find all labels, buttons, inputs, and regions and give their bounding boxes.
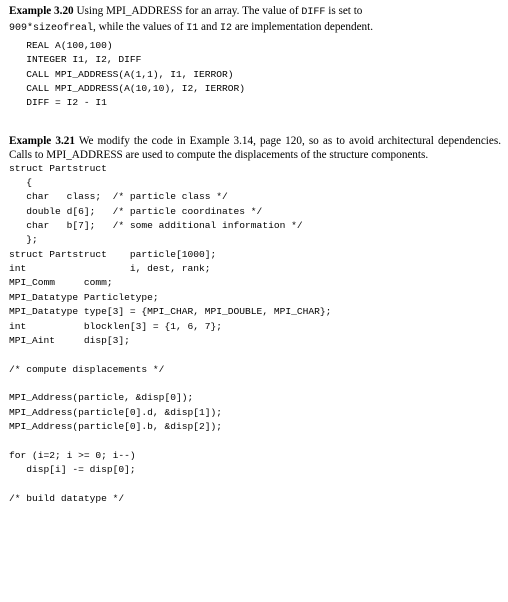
example_320-code-line: INTEGER I1, I2, DIFF xyxy=(9,54,142,66)
example-3-21-label: Example 3.21 xyxy=(9,134,75,147)
document-page xyxy=(9,4,501,506)
example_321-code-line: disp[i] -= disp[0]; xyxy=(9,463,136,475)
example_321-code-line: int i, dest, rank; xyxy=(9,263,211,275)
diff-token: DIFF xyxy=(301,7,326,18)
example-3-20-text-5: are implementation dependent. xyxy=(232,21,374,33)
example_321-code-line: char b[7]; /* some additional information */ xyxy=(9,220,303,232)
example_321-code-line: MPI_Address(particle[0].b, &disp[2]); xyxy=(9,420,223,432)
example_321-code-line: /* compute displacements */ xyxy=(9,363,165,375)
example_321-code-line: MPI_Comm comm; xyxy=(9,277,113,289)
example_321-code-line: /* build datatype */ xyxy=(9,492,125,504)
sizeofreal-token: 909*sizeofreal xyxy=(9,23,94,34)
example_321-code-line: MPI_Address(particle, &disp[0]); xyxy=(9,392,194,404)
i1-token: I1 xyxy=(186,23,199,34)
example-3-20-text-3: , while the values of xyxy=(93,21,187,33)
example-3-20-paragraph xyxy=(9,4,501,36)
example_320-code-line: DIFF = I2 - I1 xyxy=(9,97,107,109)
example-3-20-text-1: Using MPI_ADDRESS for an array. The value of xyxy=(73,5,302,17)
example_321-code-line: MPI_Aint disp[3]; xyxy=(9,334,130,346)
example-3-20-label: Example 3.20 xyxy=(9,5,74,17)
example_321-code-line: MPI_Address(particle[0].d, &disp[1]); xyxy=(9,406,223,418)
example-3-20-code-block xyxy=(9,39,501,111)
i2-token: I2 xyxy=(220,23,233,34)
example_321-code-line: MPI_Datatype Particletype; xyxy=(9,291,159,303)
example-3-20-text-4: and xyxy=(198,21,220,33)
example_321-code-line: for (i=2; i >= 0; i--) xyxy=(9,449,136,461)
example-3-20-text-2: is set to xyxy=(325,5,363,17)
example_320-code-line: CALL MPI_ADDRESS(A(10,10), I2, IERROR) xyxy=(9,83,246,95)
example_321-code-line: double d[6]; /* particle coordinates */ xyxy=(9,205,263,217)
example-3-21-text: We modify the code in Example 3.14, page 120, so as to avoid architectural dependencies. Calls to MPI_ADDRESS are used to compute the displacements of the structure components. xyxy=(9,134,502,161)
example_321-code-line: { xyxy=(9,177,33,189)
example_321-code-line: char class; /* particle class */ xyxy=(9,191,228,203)
example_321-code-line: struct Partstruct xyxy=(9,162,107,174)
example_320-code-line: REAL A(100,100) xyxy=(9,40,113,51)
example_321-code-line: MPI_Datatype type[3] = {MPI_CHAR, MPI_DOUBLE, MPI_CHAR}; xyxy=(9,306,332,318)
example-3-21-paragraph xyxy=(9,134,501,162)
example_321-code-line: struct Partstruct particle[1000]; xyxy=(9,248,217,260)
example_321-code-line: int blocklen[3] = {1, 6, 7}; xyxy=(9,320,223,332)
example-3-21-code-block xyxy=(9,162,501,506)
example_321-code-line: }; xyxy=(9,234,38,246)
example_320-code-line: CALL MPI_ADDRESS(A(1,1), I1, IERROR) xyxy=(9,68,234,80)
